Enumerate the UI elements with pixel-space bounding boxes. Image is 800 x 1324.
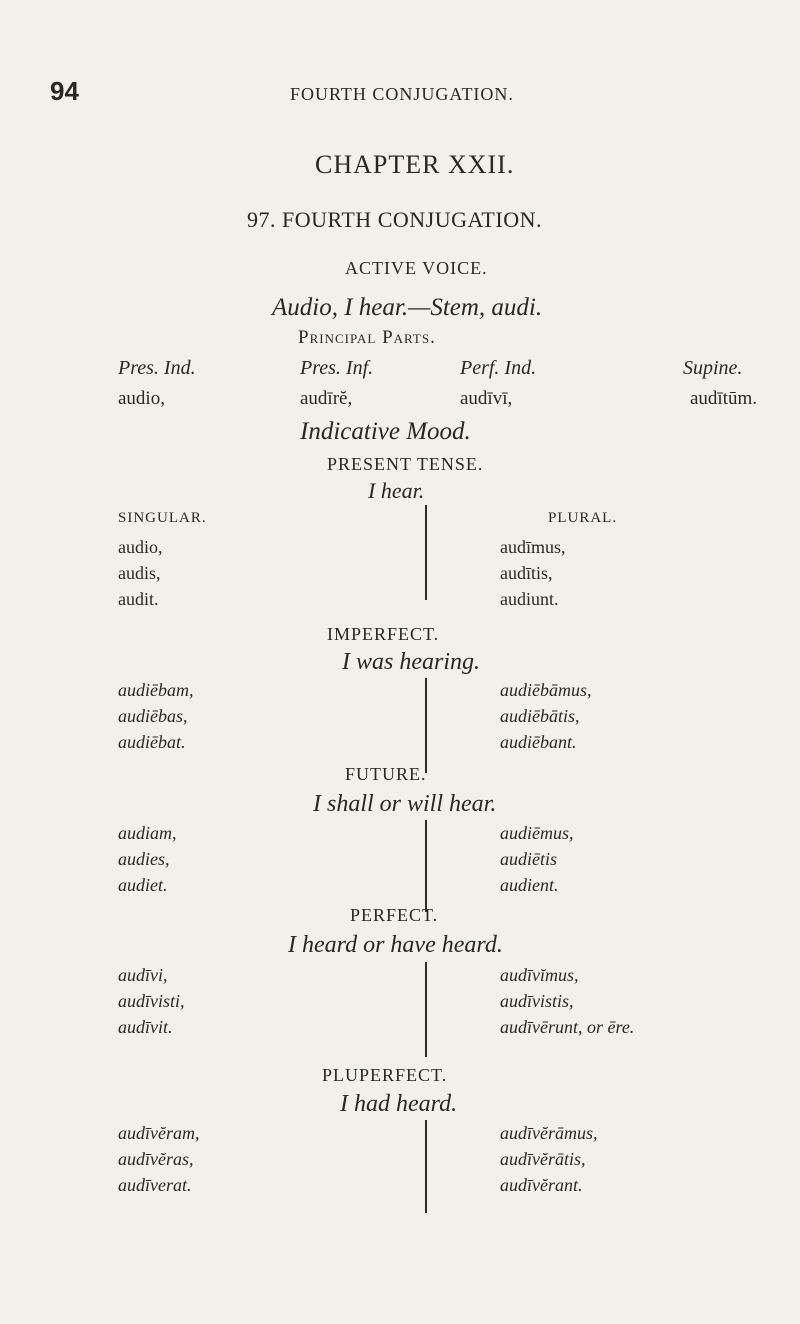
future-sg-3: audiet. bbox=[118, 875, 168, 895]
voice-heading: ACTIVE VOICE. bbox=[345, 258, 488, 278]
tense-meaning-present: I hear. bbox=[368, 478, 425, 503]
tense-heading-future: FUTURE. bbox=[345, 764, 427, 784]
present-pl-1: audīmus, bbox=[500, 537, 566, 557]
tense-meaning-pluperfect: I had heard. bbox=[340, 1091, 458, 1117]
column-divider bbox=[425, 1120, 427, 1213]
perfect-sg-3: audīvit. bbox=[118, 1017, 173, 1037]
imperfect-sg-1: audiēbam, bbox=[118, 680, 194, 700]
tense-heading-imperfect: IMPERFECT. bbox=[327, 624, 440, 644]
plural-label: PLURAL. bbox=[548, 510, 618, 526]
imperfect-sg-3: audiēbat. bbox=[118, 732, 186, 752]
page-number: 94 bbox=[50, 76, 79, 106]
perfect-pl-3: audīvērunt, or ēre. bbox=[500, 1017, 635, 1037]
tense-meaning-imperfect: I was hearing. bbox=[342, 649, 480, 675]
form-pres-inf: audīrĕ, bbox=[300, 388, 353, 409]
future-sg-1: audiam, bbox=[118, 823, 177, 843]
pluperfect-sg-3: audīverat. bbox=[118, 1175, 192, 1195]
mood-heading: Indicative Mood. bbox=[300, 418, 471, 445]
column-divider bbox=[425, 678, 427, 773]
present-sg-3: audit. bbox=[118, 589, 159, 609]
pluperfect-pl-1: audīvĕrāmus, bbox=[500, 1123, 598, 1143]
present-pl-3: audiunt. bbox=[500, 589, 559, 609]
pluperfect-pl-2: audīvĕrātis, bbox=[500, 1149, 586, 1169]
tense-heading-perfect: PERFECT. bbox=[350, 905, 439, 925]
label-perf-ind: Perf. Ind. bbox=[460, 357, 537, 379]
perfect-sg-2: audīvisti, bbox=[118, 991, 185, 1011]
form-perf-ind: audīvī, bbox=[460, 388, 513, 409]
label-pres-inf: Pres. Inf. bbox=[300, 357, 374, 379]
tense-heading-present: PRESENT TENSE. bbox=[327, 454, 484, 474]
imperfect-pl-3: audiēbant. bbox=[500, 732, 577, 752]
imperfect-pl-1: audiēbāmus, bbox=[500, 680, 592, 700]
perfect-pl-2: audīvistis, bbox=[500, 991, 574, 1011]
pluperfect-pl-3: audīvĕrant. bbox=[500, 1175, 583, 1195]
present-sg-1: audio, bbox=[118, 537, 163, 557]
pluperfect-sg-1: audīvĕram, bbox=[118, 1123, 200, 1143]
pluperfect-sg-2: audīvĕras, bbox=[118, 1149, 194, 1169]
form-supine: audītūm. bbox=[690, 388, 758, 409]
label-supine: Supine. bbox=[683, 357, 743, 379]
present-pl-2: audītis, bbox=[500, 563, 553, 583]
future-pl-1: audiēmus, bbox=[500, 823, 574, 843]
column-divider bbox=[425, 505, 427, 600]
tense-meaning-perfect: I heard or have heard. bbox=[288, 932, 503, 958]
singular-label: SINGULAR. bbox=[118, 510, 207, 526]
perfect-sg-1: audīvi, bbox=[118, 965, 168, 985]
form-pres-ind: audio, bbox=[118, 388, 165, 409]
verb-line: Audio, I hear.—Stem, audi. bbox=[272, 294, 543, 321]
tense-heading-pluperfect: PLUPERFECT. bbox=[322, 1065, 448, 1085]
present-sg-2: audis, bbox=[118, 563, 161, 583]
column-divider bbox=[425, 820, 427, 912]
imperfect-pl-2: audiēbātis, bbox=[500, 706, 580, 726]
principal-parts-heading: Principal Parts. bbox=[298, 327, 436, 348]
perfect-pl-1: audīvĭmus, bbox=[500, 965, 579, 985]
future-pl-2: audiētis bbox=[500, 849, 557, 869]
tense-meaning-future: I shall or will hear. bbox=[313, 791, 497, 817]
future-pl-3: audient. bbox=[500, 875, 559, 895]
future-sg-2: audies, bbox=[118, 849, 170, 869]
running-title: FOURTH CONJUGATION. bbox=[290, 84, 514, 104]
section-title: 97. FOURTH CONJUGATION. bbox=[247, 207, 542, 232]
label-pres-ind: Pres. Ind. bbox=[118, 357, 196, 379]
chapter-title: CHAPTER XXII. bbox=[315, 150, 515, 179]
column-divider bbox=[425, 962, 427, 1057]
imperfect-sg-2: audiēbas, bbox=[118, 706, 188, 726]
